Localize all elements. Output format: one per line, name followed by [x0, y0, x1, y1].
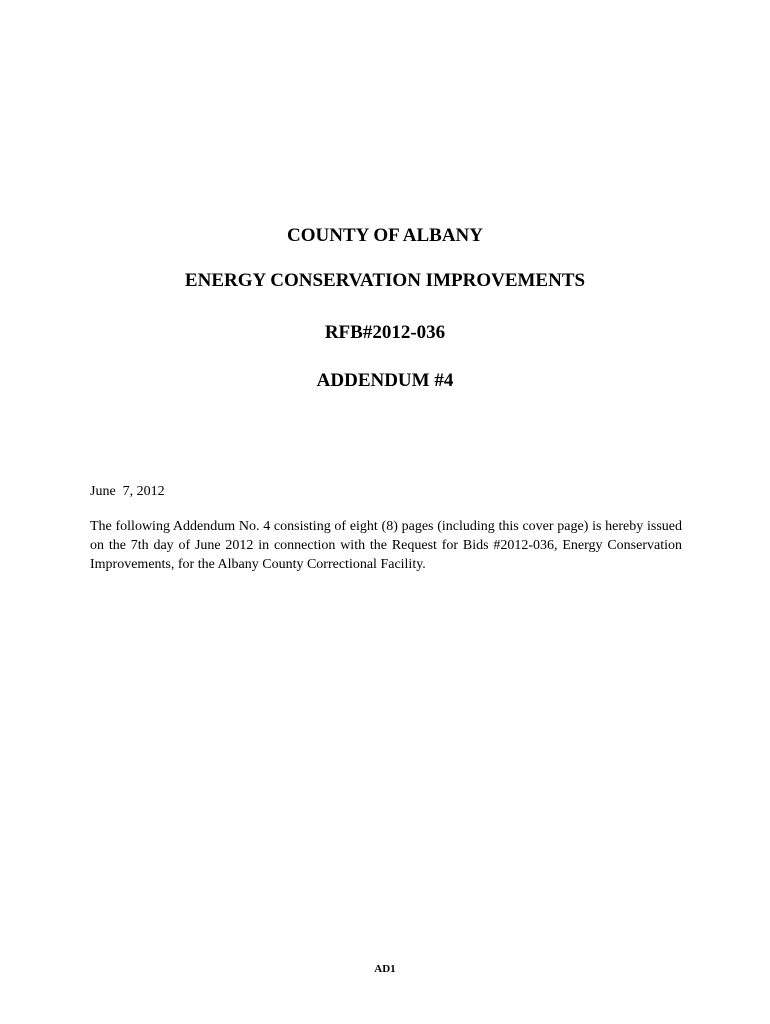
rfb-number-heading: RFB#2012-036: [324, 322, 446, 343]
addendum-heading: ADDENDUM #4: [316, 370, 454, 391]
addendum-description: The following Addendum No. 4 consisting of eight (8) pages (including this cover page) is hereby issued on the 7th day of June 2012 in connection with the Request for Bids #2012-036, Energy Conservation Improvements, for the Albany County Correctional Facility.: [90, 519, 682, 572]
issue-date: June 7, 2012: [90, 484, 165, 499]
page-label: AD1: [374, 963, 396, 975]
county-heading: COUNTY OF ALBANY: [287, 225, 483, 246]
project-heading: ENERGY CONSERVATION IMPROVEMENTS: [184, 270, 586, 291]
